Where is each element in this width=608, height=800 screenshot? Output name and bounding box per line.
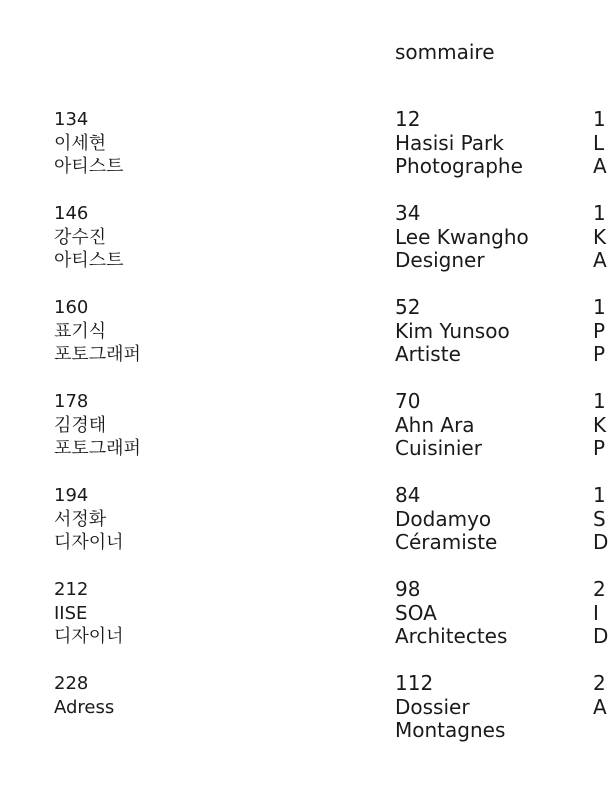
entry-page-number: 84 bbox=[395, 483, 421, 507]
entry-page-number: 134 bbox=[54, 109, 89, 130]
entry-role: Photographe bbox=[395, 154, 523, 178]
toc-entry bbox=[395, 578, 507, 649]
entry-role: Architectes bbox=[395, 624, 508, 648]
entry-role: A bbox=[593, 154, 607, 178]
entry-page-number: 1 bbox=[593, 295, 606, 319]
entry-page-number: 12 bbox=[395, 107, 421, 131]
entry-page-number: 146 bbox=[54, 203, 89, 224]
entry-role: Céramiste bbox=[395, 530, 498, 554]
toc-entry bbox=[54, 578, 124, 649]
toc-entry bbox=[395, 672, 505, 743]
toc-entry bbox=[593, 202, 607, 273]
entry-name: K bbox=[593, 224, 607, 249]
entry-name: I bbox=[593, 600, 599, 625]
entry-name: Dossier bbox=[395, 694, 470, 719]
entry-role: P bbox=[593, 342, 606, 366]
entry-name: 이세현 bbox=[54, 132, 107, 154]
entry-name: Kim Yunsoo bbox=[395, 318, 510, 343]
entry-role: 아티스트 bbox=[54, 250, 124, 271]
entry-name: Hasisi Park bbox=[395, 130, 504, 155]
entry-page-number: 1 bbox=[593, 107, 606, 131]
toc-entry bbox=[54, 390, 141, 461]
entry-name: Ahn Ara bbox=[395, 412, 475, 437]
entry-name: IISE bbox=[54, 602, 88, 624]
toc-entry bbox=[395, 484, 497, 555]
entry-page-number: 34 bbox=[395, 201, 421, 225]
entry-role: Designer bbox=[395, 248, 485, 272]
toc-entry bbox=[54, 202, 124, 273]
toc-entry bbox=[593, 672, 607, 719]
toc-entry bbox=[395, 296, 510, 367]
toc-entry bbox=[593, 484, 608, 555]
entry-role: A bbox=[593, 248, 607, 272]
entry-page-number: 160 bbox=[54, 297, 89, 318]
entry-page-number: 1 bbox=[593, 389, 606, 413]
entry-role: Cuisinier bbox=[395, 436, 482, 460]
entry-page-number: 52 bbox=[395, 295, 421, 319]
entry-role: P bbox=[593, 436, 606, 460]
entry-role: 디자이너 bbox=[54, 626, 124, 647]
entry-role: Artiste bbox=[395, 342, 461, 366]
entry-name: 김경태 bbox=[54, 414, 107, 436]
entry-role: Montagnes bbox=[395, 718, 506, 742]
toc-entry bbox=[395, 108, 523, 179]
entry-name: L bbox=[593, 130, 605, 155]
entry-page-number: 212 bbox=[54, 579, 89, 600]
entry-name: P bbox=[593, 318, 606, 343]
entry-page-number: 98 bbox=[395, 577, 421, 601]
page-title: sommaire bbox=[395, 40, 495, 64]
entry-page-number: 1 bbox=[593, 483, 606, 507]
entry-page-number: 194 bbox=[54, 485, 89, 506]
entry-role: 포토그래퍼 bbox=[54, 438, 141, 459]
entry-name: S bbox=[593, 506, 606, 531]
entry-name: Adress bbox=[54, 696, 115, 718]
toc-entry bbox=[54, 108, 124, 179]
toc-entry bbox=[593, 390, 606, 461]
entry-page-number: 2 bbox=[593, 577, 606, 601]
toc-entry bbox=[593, 296, 606, 367]
toc-entry bbox=[54, 296, 141, 367]
entry-role: 아티스트 bbox=[54, 156, 124, 177]
entry-role: 디자이너 bbox=[54, 532, 124, 553]
entry-role: D bbox=[593, 530, 608, 554]
entry-name: 표기식 bbox=[54, 320, 107, 342]
entry-name: K bbox=[593, 412, 607, 437]
toc-entry bbox=[54, 672, 114, 719]
entry-role: 포토그래퍼 bbox=[54, 344, 141, 365]
entry-name: Dodamyo bbox=[395, 506, 492, 531]
toc-entry bbox=[395, 390, 482, 461]
entry-role: D bbox=[593, 624, 608, 648]
entry-name: 강수진 bbox=[54, 226, 107, 248]
entry-page-number: 2 bbox=[593, 671, 606, 695]
entry-page-number: 228 bbox=[54, 673, 89, 694]
entry-name: Lee Kwangho bbox=[395, 224, 529, 249]
entry-page-number: 70 bbox=[395, 389, 421, 413]
entry-page-number: 1 bbox=[593, 201, 606, 225]
toc-entry bbox=[593, 578, 608, 649]
entry-name: A bbox=[593, 694, 607, 719]
entry-name: 서정화 bbox=[54, 508, 107, 530]
entry-name: SOA bbox=[395, 600, 437, 625]
entry-page-number: 112 bbox=[395, 671, 434, 695]
toc-entry bbox=[54, 484, 124, 555]
toc-entry bbox=[593, 108, 607, 179]
entry-page-number: 178 bbox=[54, 391, 89, 412]
toc-entry bbox=[395, 202, 529, 273]
